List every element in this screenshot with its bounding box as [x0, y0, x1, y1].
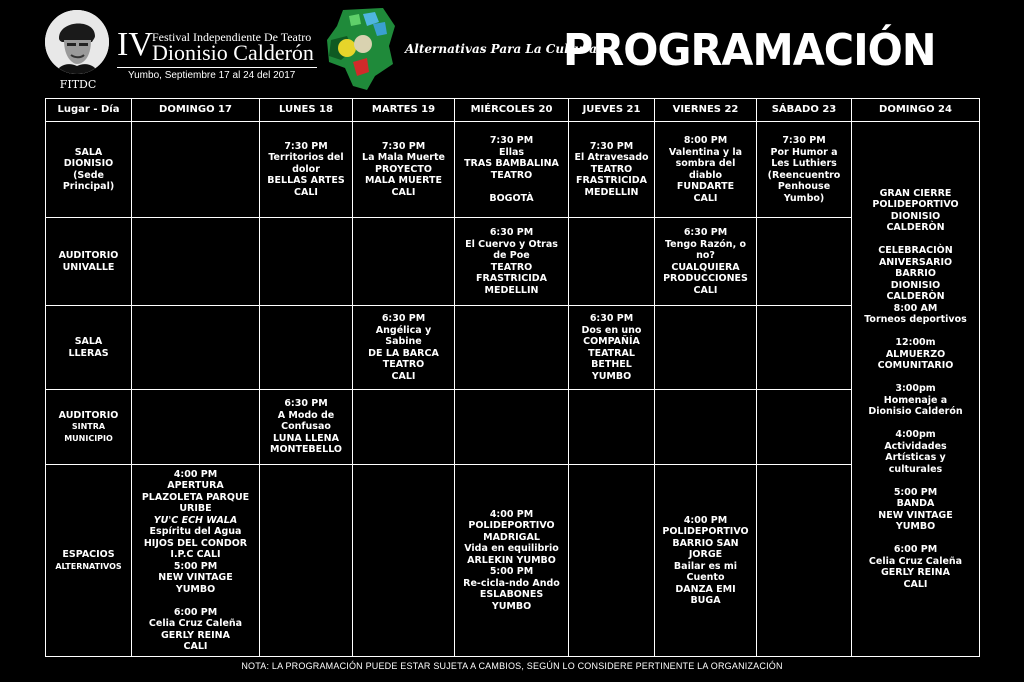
- schedule-cell: 8:00 PM Valentina y la sombra del diablo FUNDARTE CALI: [655, 122, 757, 218]
- schedule-cell: 6:30 PM Tengo Razón, o no? CUALQUIERA PRODUCCIONES CALI: [655, 218, 757, 306]
- schedule-cell-empty: [260, 465, 353, 657]
- schedule-cell-empty: [757, 465, 852, 657]
- schedule-table: [45, 98, 980, 657]
- place-espacios-alternativos: [46, 465, 132, 657]
- column-header-viernes-22: VIERNES 22: [655, 99, 757, 122]
- place-auditorio-univalle: [46, 218, 132, 306]
- portrait-logo: [45, 10, 109, 74]
- column-header-domingo-17: DOMINGO 17: [132, 99, 260, 122]
- schedule-cell: 4:00 PM POLIDEPORTIVO MADRIGAL Vida en equilibrio ARLEKIN YUMBO 5:00 PM Re-cicla-ndo Ando ESLABONES YUMBO: [455, 465, 569, 657]
- column-header-martes-19: MARTES 19: [353, 99, 455, 122]
- festival-subtitle: Festival Independiente De Teatro: [152, 30, 312, 44]
- place-label: LLERAS: [68, 347, 109, 359]
- schedule-cell: 7:30 PM Por Humor a Les Luthiers (Reencuentro Penhouse Yumbo): [757, 122, 852, 218]
- column-header-place: Lugar - Día: [46, 99, 132, 122]
- place-label: SALA: [74, 146, 103, 158]
- column-header-miercoles-20: MIÉRCOLES 20: [455, 99, 569, 122]
- place-label: UNIVALLE: [62, 261, 115, 273]
- schedule-cell-empty: [655, 390, 757, 465]
- schedule-cell: 7:30 PM Ellas TRAS BAMBALINA TEATRO BOGOTÀ: [455, 122, 569, 218]
- schedule-cell: 7:30 PM Territorios del dolor BELLAS ARTES CALI: [260, 122, 353, 218]
- table-row-sala-dionisio: [46, 122, 980, 218]
- place-label: Principal): [62, 181, 115, 192]
- place-label: SALA: [74, 336, 103, 347]
- schedule-cell-empty: [260, 218, 353, 306]
- schedule-cell-empty: [353, 218, 455, 306]
- header: [0, 0, 1024, 98]
- page-title: PROGRAMACIÓN: [563, 25, 936, 76]
- schedule-cell-empty: [353, 390, 455, 465]
- schedule-cell-empty: [132, 218, 260, 306]
- column-header-sabado-23: SÁBADO 23: [757, 99, 852, 122]
- place-label: DIONISIO: [63, 158, 114, 169]
- divider: [117, 67, 317, 68]
- table-row-auditorio-univalle: [46, 218, 980, 306]
- column-header-lunes-18: LUNES 18: [260, 99, 353, 122]
- yumbo-map-logo: [323, 6, 399, 92]
- schedule-cell-empty: [757, 306, 852, 390]
- place-label: MUNICIPIO: [64, 433, 113, 443]
- schedule-cell: 6:30 PM A Modo de Confusao LUNA LLENA MONTEBELLO: [260, 390, 353, 465]
- schedule-cell: 6:30 PM Angélica y Sabine DE LA BARCA TEATRO CALI: [353, 306, 455, 390]
- schedule-cell-empty: [569, 465, 655, 657]
- footer-note: NOTA: LA PROGRAMACIÓN PUEDE ESTAR SUJETA A CAMBIOS, SEGÚN LO CONSIDERE PERTINENTE LA ORGANIZACIÓN: [241, 661, 783, 671]
- schedule-cell: 6:30 PM El Cuervo y Otras de Poe TEATRO FRASTRICIDA MEDELLIN: [455, 218, 569, 306]
- column-header-jueves-21: JUEVES 21: [569, 99, 655, 122]
- schedule-cell-empty: [132, 390, 260, 465]
- schedule-cell: 7:30 PM El Atravesado TEATRO FRASTRICIDA MEDELLIN: [569, 122, 655, 218]
- schedule-cell-empty: [569, 390, 655, 465]
- schedule-cell-empty: [757, 218, 852, 306]
- table-row-sala-lleras: [46, 306, 980, 390]
- table-row-espacios-alternativos: [46, 465, 980, 657]
- schedule-cell-empty: [353, 465, 455, 657]
- acronym: FITDC: [59, 78, 97, 91]
- place-sala-dionisio: [46, 122, 132, 218]
- schedule-cell-empty: [260, 306, 353, 390]
- event-text: Espíritu del Agua HIJOS DEL CONDOR I.P.C CALI 5:00 PM NEW VINTAGE YUMBO 6:00 PM Celia Cruz Caleña GERLY REINA CALI: [143, 526, 248, 652]
- place-label: AUDITORIO: [58, 409, 119, 421]
- schedule-cell-empty: [132, 122, 260, 218]
- schedule-cell: 4:00 PM POLIDEPORTIVO BARRIO SAN JORGE Bailar es mi Cuento DANZA EMI BUGA: [655, 465, 757, 657]
- schedule-cell-empty: [132, 306, 260, 390]
- schedule-cell: 7:30 PM La Mala Muerte PROYECTO MALA MUERTE CALI: [353, 122, 455, 218]
- schedule-cell-empty: [569, 218, 655, 306]
- place-sala-lleras: [46, 306, 132, 390]
- event-text: 4:00 PM APERTURA PLAZOLETA PARQUE URIBE: [141, 468, 250, 514]
- place-auditorio-sintra: [46, 390, 132, 465]
- schedule-cell-empty: [757, 390, 852, 465]
- column-header-domingo-24: DOMINGO 24: [852, 99, 980, 122]
- place-label: (Sede: [73, 169, 104, 181]
- place-label: SINTRA: [71, 422, 106, 432]
- table-row-auditorio-sintra: [46, 390, 980, 465]
- schedule-cell-closing: GRAN CIERRE POLIDEPORTIVO DIONISIO CALDERÒN CELEBRACIÒN ANIVERSARIO BARRIO DIONISIO CALDERÒN 8:00 AM Torneos deportivos 12:00m ALMUERZO COMUNITARIO 3:00pm Homenaje a Dionisio Calderón 4:00pm Actividades Artísticas y culturales 5:00 PM BANDA NEW VINTAGE YUMBO 6:00 PM Celia Cruz Caleña GERLY REINA CALI: [852, 122, 980, 657]
- header-row: [46, 99, 980, 122]
- place-label: AUDITORIO: [58, 250, 119, 261]
- festival-name: Dionisio Calderón: [152, 40, 314, 65]
- edition-numeral: IV: [117, 26, 153, 63]
- schedule-cell-empty: [455, 390, 569, 465]
- schedule-cell-empty: [655, 306, 757, 390]
- schedule-cell-empty: [455, 306, 569, 390]
- festival-dates: Yumbo, Septiembre 17 al 24 del 2017: [128, 70, 296, 81]
- schedule-cell: 6:30 PM Dos en uno COMPAÑÍA TEATRAL BETHEL YUMBO: [569, 306, 655, 390]
- tagline: Alternativas Para La Cultura: [405, 42, 597, 56]
- event-title: YU'C ECH WALA: [153, 514, 238, 526]
- place-label: ALTERNATIVOS: [55, 561, 122, 571]
- place-label: ESPACIOS: [62, 549, 115, 560]
- schedule-cell: [132, 465, 260, 657]
